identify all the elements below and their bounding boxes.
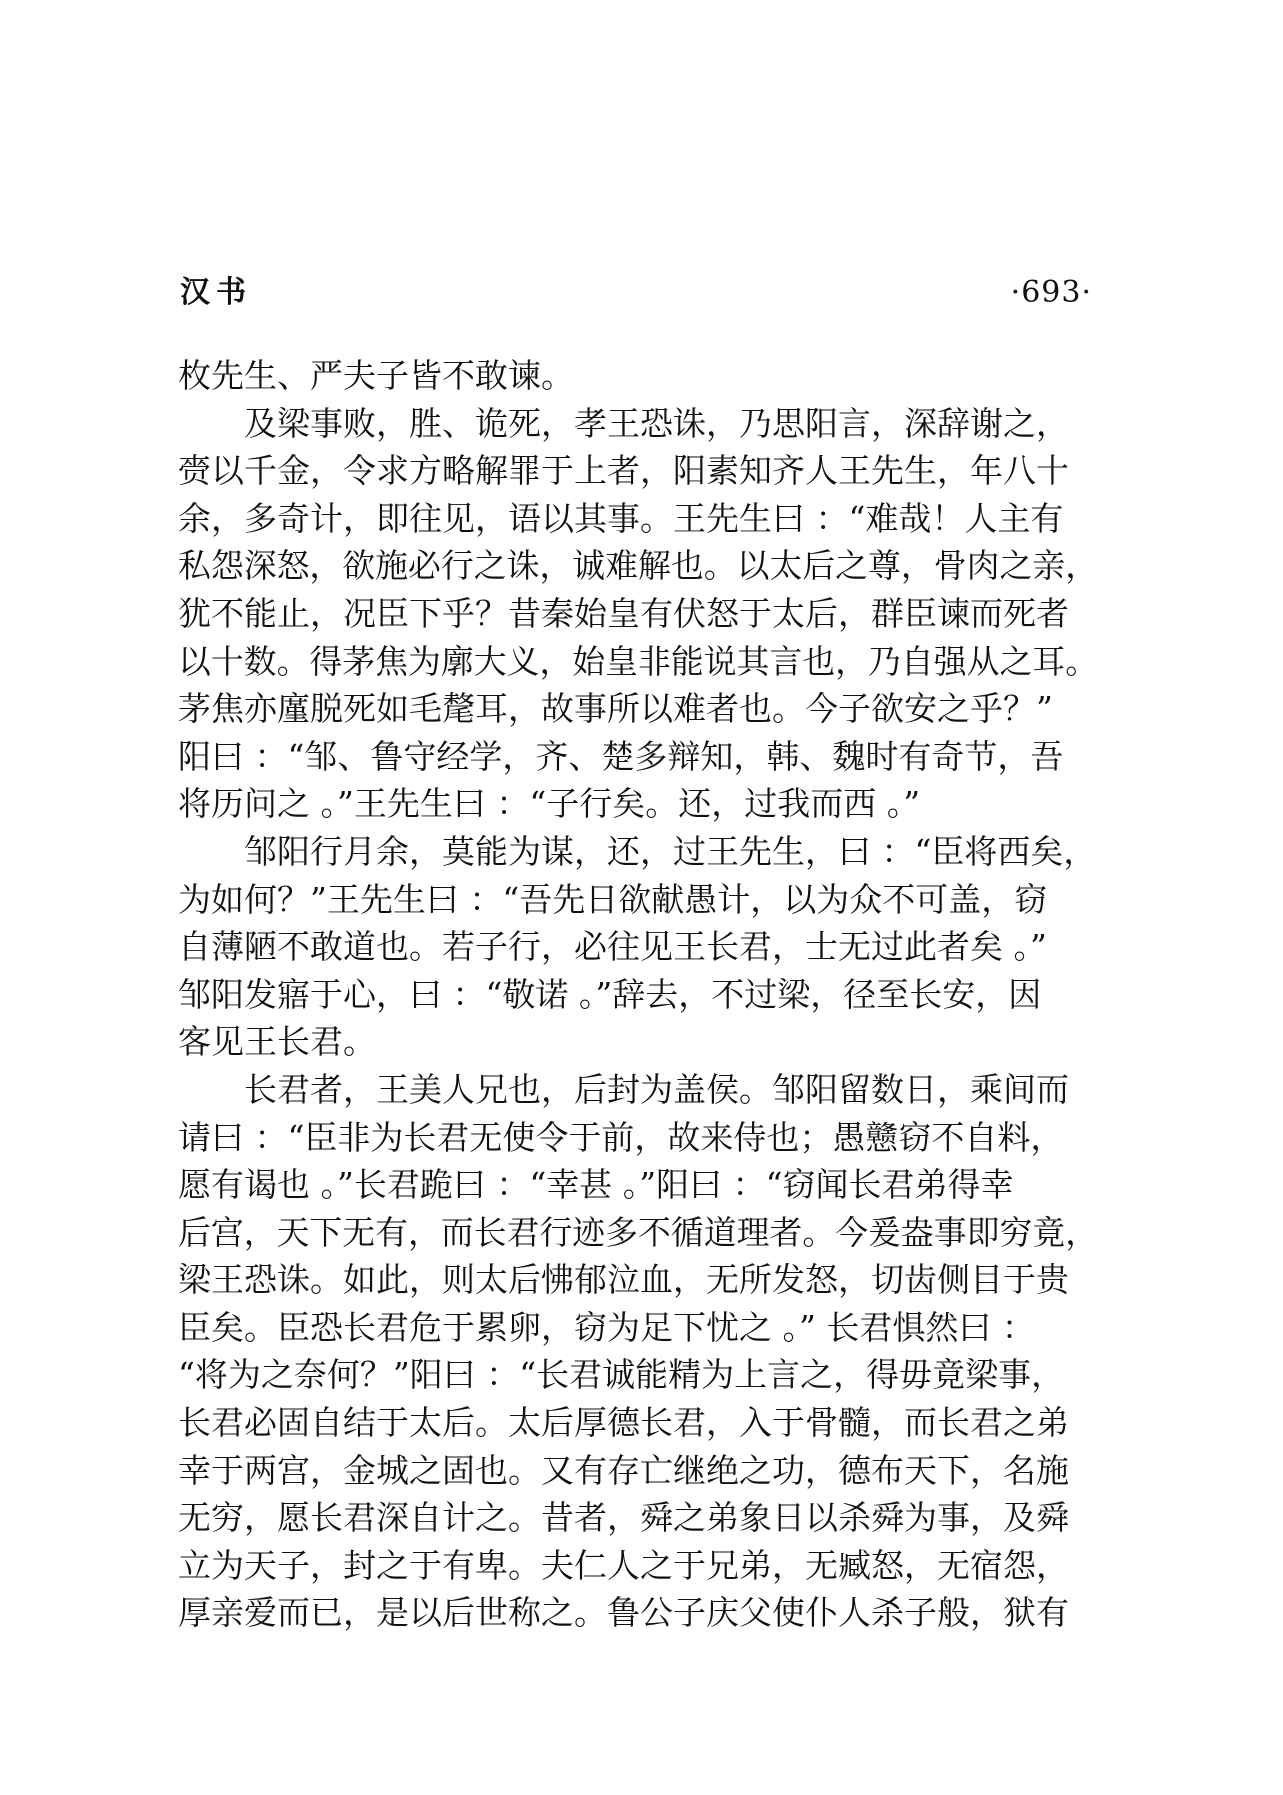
running-header (180, 268, 1092, 318)
text-line: 长君者，王美人兄也，后封为盖侯。邹阳留数日，乘间而 (244, 1069, 1069, 1109)
text-line: 请曰 ：“臣非为长君无使令于前，故来侍也；愚戆窃不自料， (178, 1117, 1064, 1157)
text-line: 幸于两宫，金城之固也。又有存亡继绝之功，德布天下，名施 (178, 1450, 1069, 1490)
text-line: 邹阳行月余，莫能为谋，还，过王先生，曰 ：“臣将西矣， (244, 831, 1097, 871)
text-line: 阳曰 ：“邹、鲁守经学，齐、楚多辩知，韩、魏时有奇节，吾 (178, 736, 1064, 776)
text-line: 及梁事败，胜、诡死，孝王恐诛，乃思阳言，深辞谢之， (244, 403, 1069, 443)
text-line: 私怨深怒，欲施必行之诛，诚难解也。以太后之尊，骨肉之亲， (178, 546, 1099, 586)
body-text (178, 352, 1098, 1637)
text-line: 枚先生、严夫子皆不敢谏。 (178, 356, 574, 395)
text-line: 以十数。得茅焦为廓大义，始皇非能说其言也，乃自强从之耳。 (178, 641, 1099, 681)
text-line: 赍以千金，令求方略解罪于上者，阳素知齐人王先生，年八十 (178, 451, 1069, 491)
book-title: 汉书 (180, 275, 252, 310)
page-number: ·693· (1010, 275, 1092, 310)
text-line: 厚亲爱而已，是以后世称之。鲁公子庆父使仆人杀子般，狱有 (178, 1593, 1069, 1633)
text-line: “将为之奈何？”阳曰 ：“长君诚能精为上言之，得毋竟梁事， (178, 1355, 1065, 1395)
text-line: 愿有谒也 。”长君跪曰 ：“幸甚 。”阳曰 ：“窃闻长君弟得幸 (178, 1165, 1014, 1205)
text-line: 梁王恐诛。如此，则太后怫郁泣血，无所发怒，切齿侧目于贵 (178, 1260, 1069, 1300)
text-line: 后宫，天下无有，而长君行迹多不循道理者。今爰盎事即穷竟， (178, 1212, 1099, 1252)
text-line: 茅焦亦廑脱死如毛氂耳，故事所以难者也。今子欲安之乎？” (178, 689, 1053, 729)
text-line: 立为天子，封之于有卑。夫仁人之于兄弟，无臧怒，无宿怨， (178, 1545, 1069, 1585)
text-line: 自薄陋不敢道也。若子行，必往见王长君，士无过此者矣 。” (178, 927, 1047, 967)
text-line: 长君必固自结于太后。太后厚德长君，入于骨髓，而长君之弟 (178, 1403, 1069, 1443)
text-line: 臣矣。臣恐长君危于累卵，窃为足下忧之 。” 长君惧然曰 ： (178, 1307, 1035, 1347)
text-line: 将历问之 。”王先生曰 ：“子行矣。还，过我而西 。” (178, 784, 921, 824)
text-line: 为如何？”王先生曰 ：“吾先日欲献愚计，以为众不可盖，窃 (178, 879, 1048, 919)
text-line: 邹阳发寤于心，曰 ：“敬诺 。”辞去，不过梁，径至长安，因 (178, 974, 1042, 1014)
text-line: 犹不能止，况臣下乎？昔秦始皇有伏怒于太后，群臣谏而死者 (178, 593, 1069, 633)
text-line: 无穷，愿长君深自计之。昔者，舜之弟象日以杀舜为事，及舜 (178, 1498, 1069, 1538)
text-line: 客见王长君。 (178, 1022, 376, 1062)
text-line: 余，多奇计，即往见，语以其事。王先生曰 ：“难哉！人主有 (178, 498, 1064, 538)
